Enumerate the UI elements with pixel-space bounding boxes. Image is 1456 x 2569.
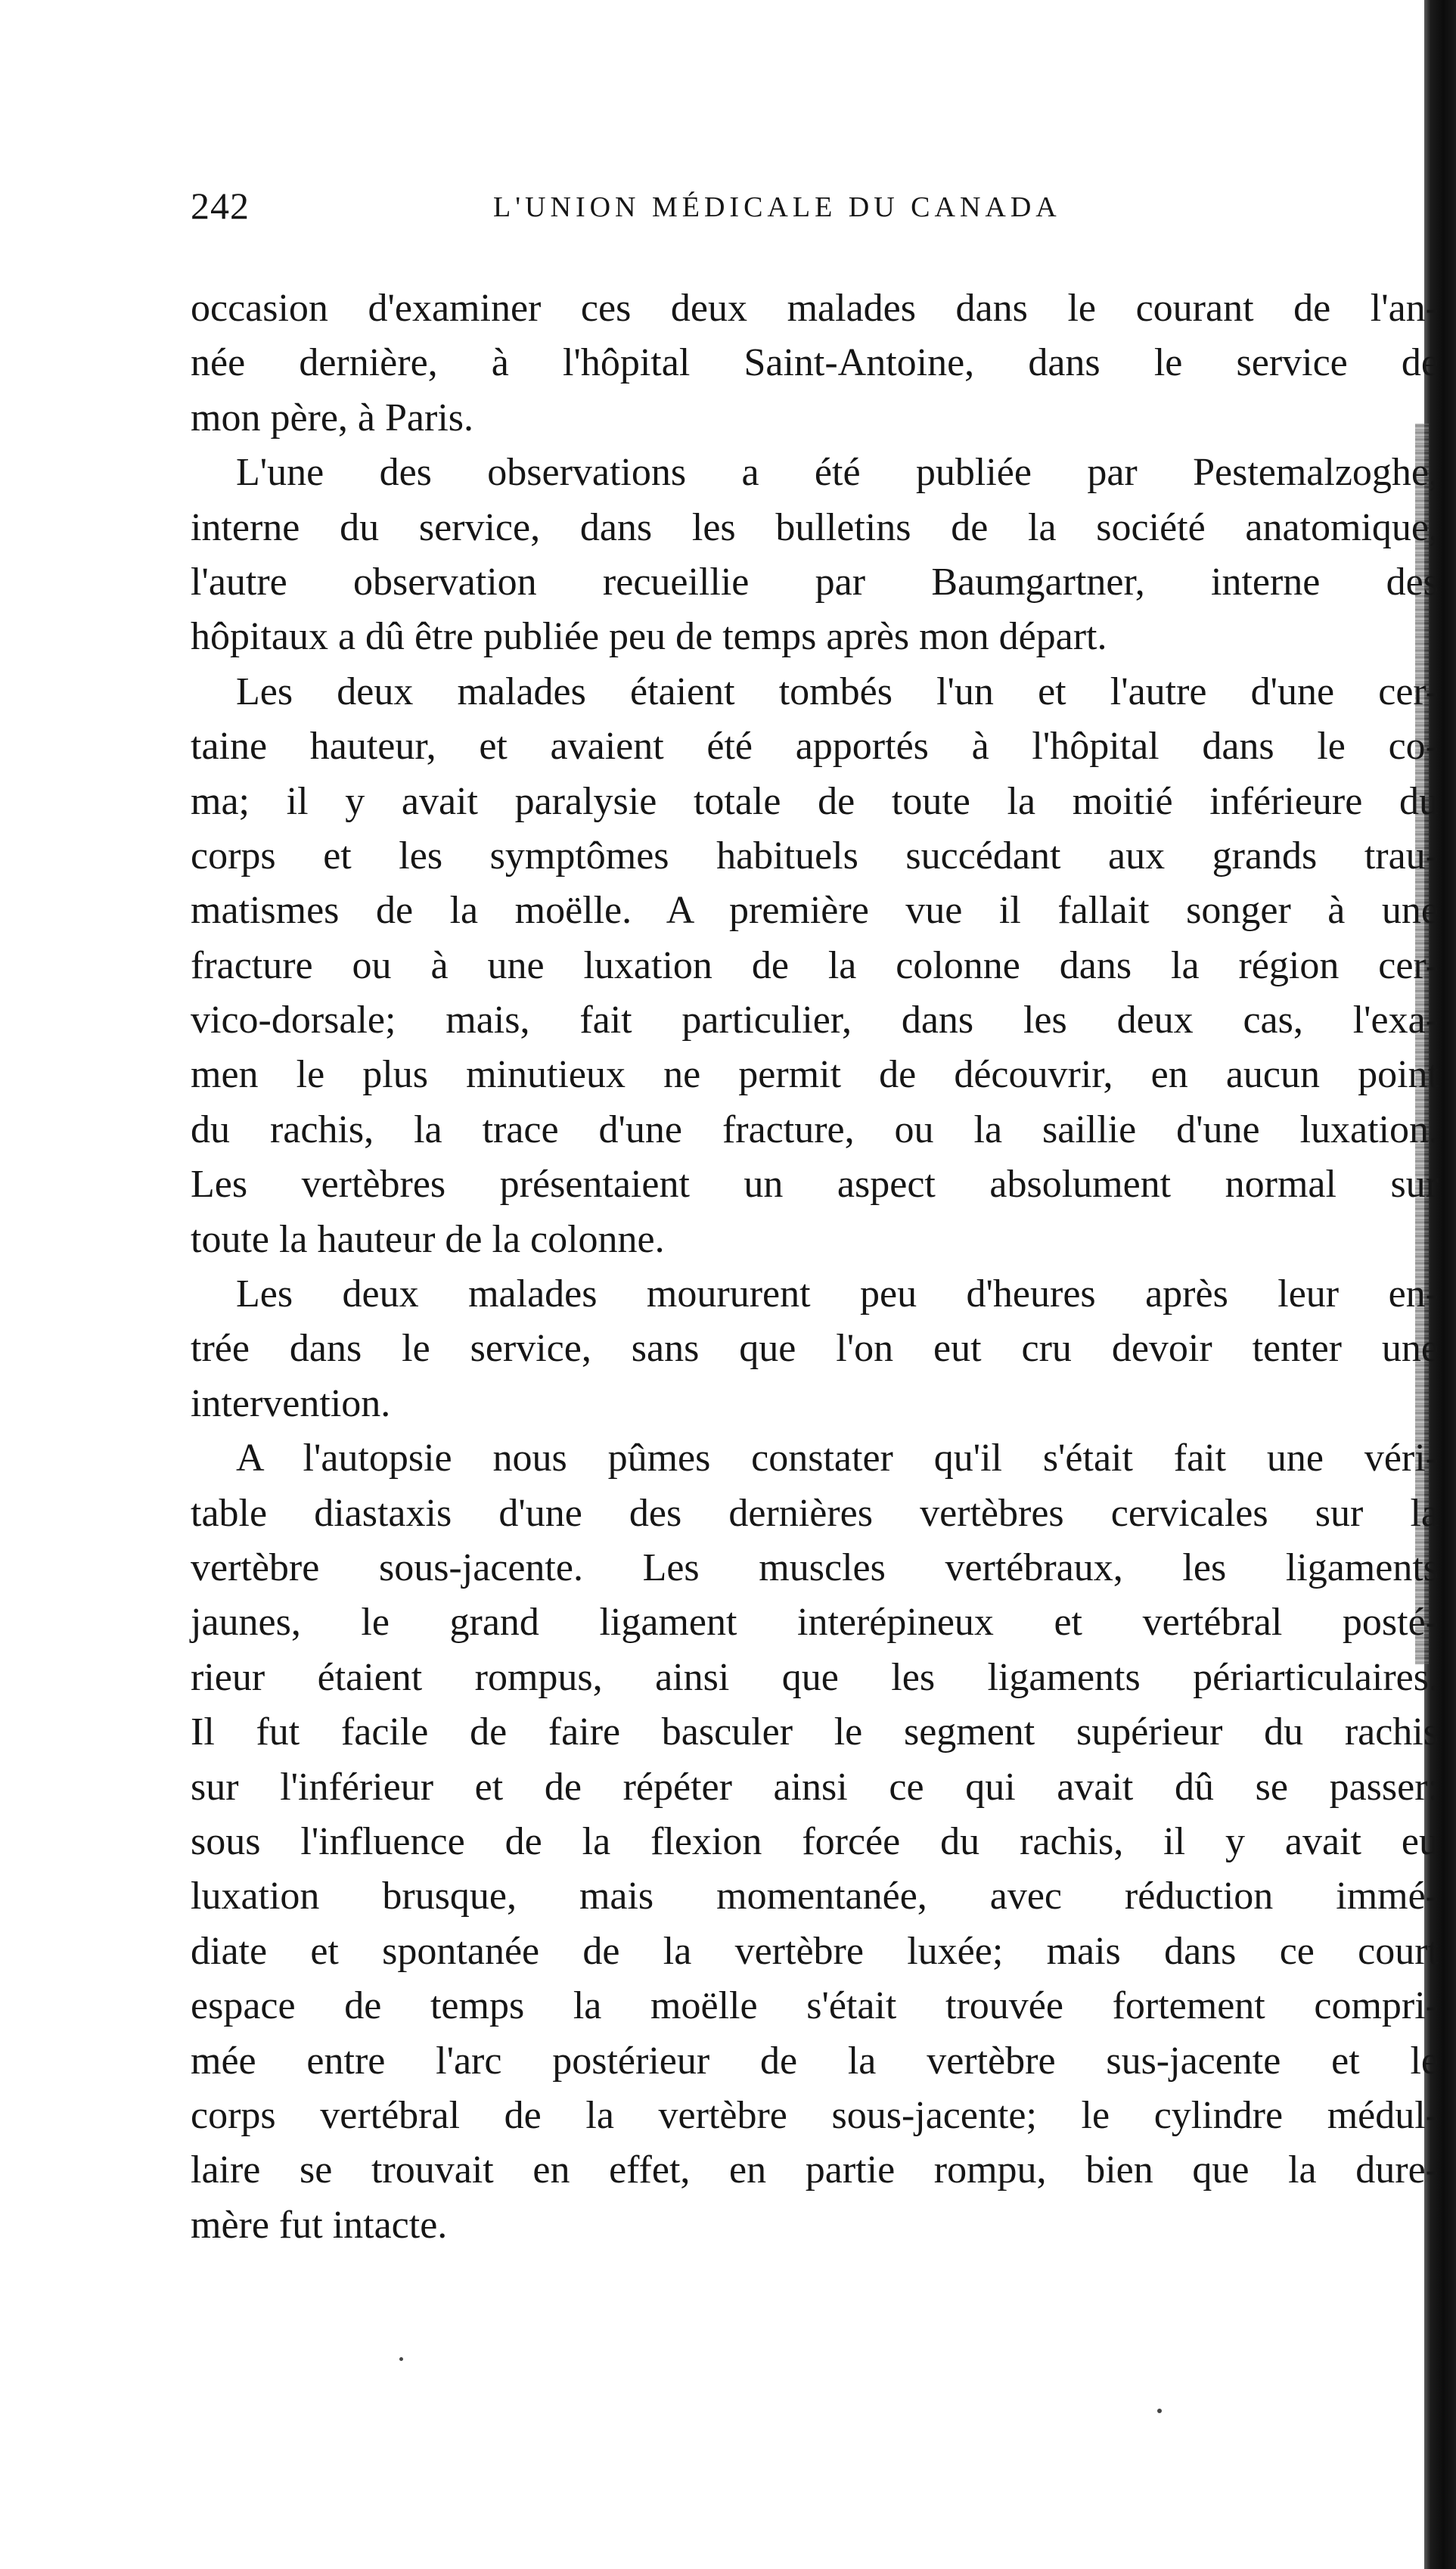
text-line: toute la hauteur de la colonne. (191, 1217, 665, 1261)
text-line: fracture ou à une luxation de la colonne dans la région cer- (191, 943, 1439, 987)
page-header (191, 183, 1127, 228)
text-line: diate et spontanée de la vertèbre luxée; mais dans ce court (191, 1929, 1439, 1973)
text-line: Les vertèbres présentaient un aspect absolument normal sur (191, 1163, 1439, 1207)
text-line: corps et les symptômes habituels succédant aux grands trau- (191, 834, 1439, 878)
scan-speck (399, 2357, 403, 2361)
page-number: 242 (191, 185, 250, 227)
text-line: mère fut intacte. (191, 2203, 448, 2247)
text-line: ma; il y avait paralysie totale de toute la moitié inférieure du (191, 779, 1439, 823)
body-text (191, 281, 1439, 2253)
text-line: men le plus minutieux ne permit de découvrir, en aucun point (191, 1053, 1439, 1097)
text-line: intervention. (191, 1381, 391, 1425)
text-line: espace de temps la moëlle s'était trouvée fortement compri- (191, 1984, 1439, 2028)
text-line: matismes de la moëlle. A première vue il fallait songer à une (191, 889, 1439, 933)
text-line: Les deux malades étaient tombés l'un et l'autre d'une cer- (236, 669, 1439, 713)
text-line: sur l'inférieur et de répéter ainsi ce qui avait dû se passer: (191, 1765, 1439, 1809)
text-line: mée entre l'arc postérieur de la vertèbre sus-jacente et le (191, 2039, 1439, 2083)
text-line: sous l'influence de la flexion forcée du rachis, il y avait eu (191, 1819, 1439, 1863)
scan-speck (1157, 2409, 1162, 2413)
text-line: interne du service, dans les bulletins de la société anatomique, (191, 505, 1439, 549)
text-line: trée dans le service, sans que l'on eut cru devoir tenter une (191, 1327, 1439, 1371)
text-line: Il fut facile de faire basculer le segment supérieur du rachis (191, 1710, 1439, 1754)
text-line: A l'autopsie nous pûmes constater qu'il s'était fait une véri- (236, 1437, 1439, 1480)
text-line: luxation brusque, mais momentanée, avec réduction immé- (191, 1875, 1439, 1918)
text-line: vico-dorsale; mais, fait particulier, dans les deux cas, l'exa- (191, 999, 1439, 1042)
text-line: corps vertébral de la vertèbre sous-jacente; le cylindre médul- (191, 2093, 1439, 2137)
text-line: rieur étaient rompus, ainsi que les ligaments périarticulaires. (191, 1655, 1439, 1699)
text-line: hôpitaux a dû être publiée peu de temps après mon départ. (191, 615, 1107, 659)
text-line: vertèbre sous-jacente. Les muscles vertébraux, les ligaments (191, 1545, 1439, 1589)
text-line: L'une des observations a été publiée par Pestemalzoghe, (236, 451, 1439, 495)
text-line: laire se trouvait en effet, en partie rompu, bien que la dure- (191, 2148, 1439, 2192)
text-line: jaunes, le grand ligament interépineux et vertébral posté- (191, 1601, 1439, 1645)
text-line: Les deux malades moururent peu d'heures après leur en- (236, 1272, 1439, 1316)
text-line: née dernière, à l'hôpital Saint-Antoine, dans le service de (191, 341, 1439, 385)
text-line: du rachis, la trace d'une fracture, ou la saillie d'une luxation. (191, 1107, 1439, 1151)
text-line: mon père, à Paris. (191, 396, 474, 440)
running-title: L'UNION MÉDICALE DU CANADA (493, 191, 1061, 223)
text-line: l'autre observation recueillie par Baumgartner, interne des (191, 560, 1439, 604)
text-line: table diastaxis d'une des dernières vertèbres cervicales sur la (191, 1491, 1439, 1535)
text-line: occasion d'examiner ces deux malades dans le courant de l'an- (191, 287, 1439, 330)
text-line: taine hauteur, et avaient été apportés à l'hôpital dans le co- (191, 725, 1439, 769)
